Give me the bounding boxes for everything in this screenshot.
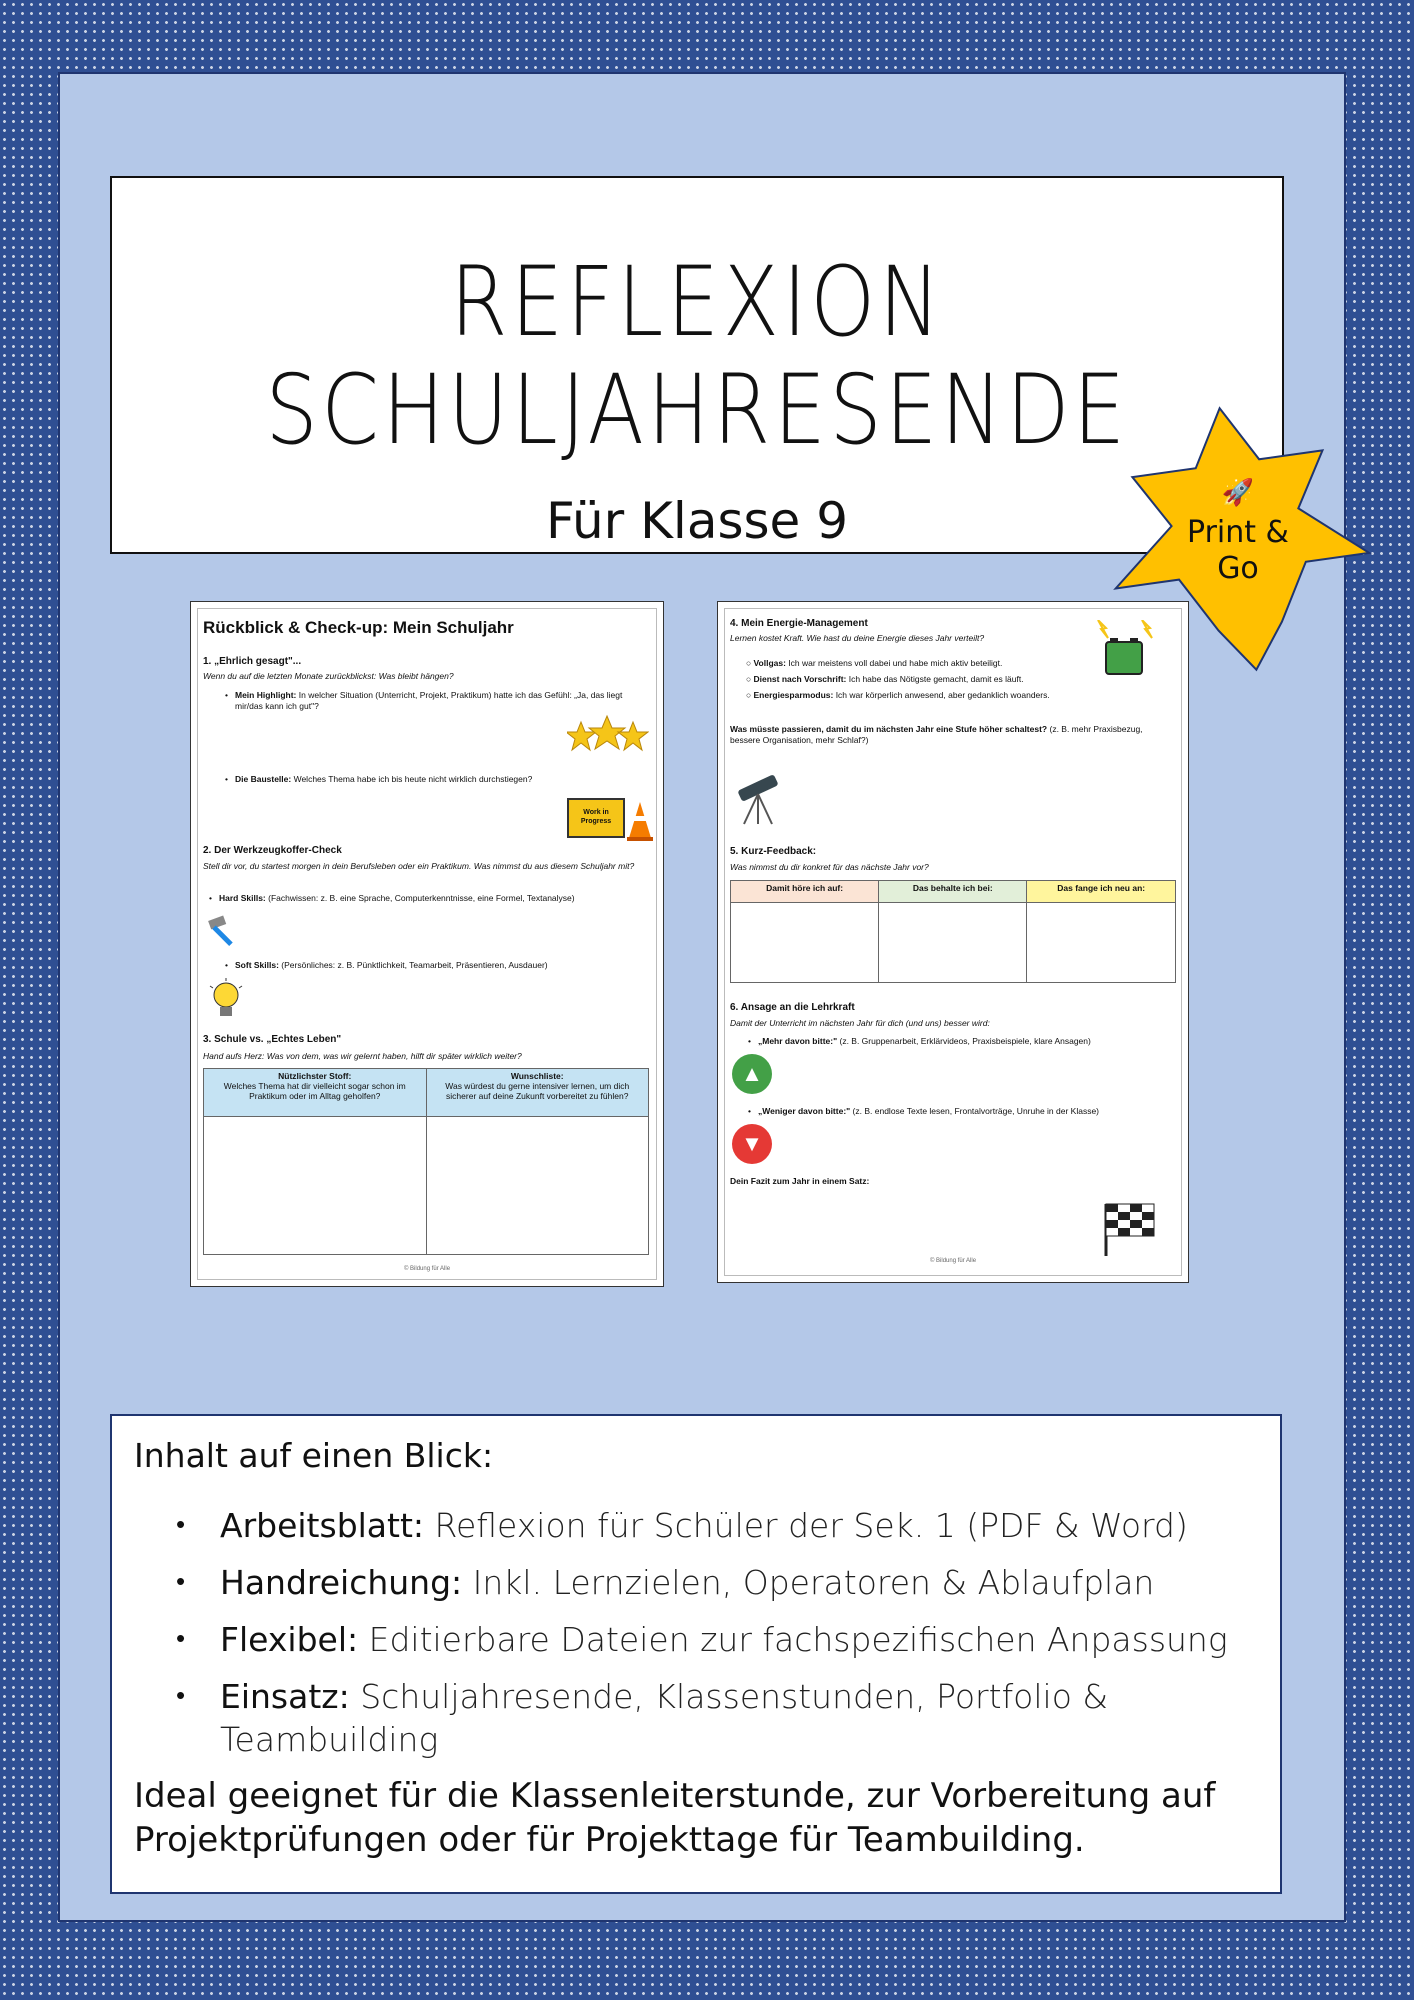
- page2-section5-intro: Was nimmst du dir konkret für das nächste Jahr vor?: [730, 862, 929, 872]
- worksheet-page-2: [717, 601, 1189, 1283]
- list-item: • Handreichung: Inkl. Lernzielen, Operatoren & Ablaufplan: [220, 1561, 1250, 1604]
- hammer-icon: [205, 914, 245, 950]
- info-title: Inhalt auf einen Blick:: [134, 1436, 494, 1475]
- list-item: • Einsatz: Schuljahresende, Klassenstunden, Portfolio & Teambuilding: [220, 1675, 1250, 1761]
- lightbulb-icon: [207, 978, 245, 1022]
- badge-text: [1104, 475, 1372, 587]
- page1-bullet-baustelle: • Die Baustelle: Welches Thema habe ich bis heute nicht wirklich durchstiegen?: [235, 774, 635, 785]
- less-please: • „Weniger davon bitte:" (z. B. endlose Texte lesen, Frontalvorträge, Unruhe in der Klasse): [758, 1106, 1168, 1117]
- option-vollgas: ○ Vollgas: Ich war meistens voll dabei und habe mich aktiv beteiligt.: [746, 658, 1003, 668]
- title-line-1: REFLEXION: [450, 246, 944, 358]
- list-item: • Flexibel: Editierbare Dateien zur fachspezifischen Anpassung: [220, 1618, 1250, 1661]
- option-energiesparmodus: ○ Energiesparmodus: Ich war körperlich anwesend, aber gedanklich woanders.: [746, 690, 1050, 700]
- subtitle: Für Klasse 9: [545, 492, 849, 550]
- page2-section4-intro: Lernen kostet Kraft. Wie hast du deine Energie dieses Jahr verteilt?: [730, 633, 985, 643]
- badge-line-1: Print &: [1187, 515, 1289, 550]
- rocket-icon: 🚀: [1221, 478, 1255, 508]
- telescope-icon: [732, 770, 784, 826]
- page1-section2-intro: Stell dir vor, du startest morgen in dein Berufsleben oder ein Praktikum. Was nimmst du aus diesem Schuljahr mit?: [203, 861, 635, 871]
- page2-question: Was müsste passieren, damit du im nächsten Jahr eine Stufe höher schaltest? (z. B. mehr Praxisbezug, bessere Organisation, mehr Schlaf?): [730, 724, 1143, 745]
- page1-section3: 3. Schule vs. „Echtes Leben": [203, 1034, 342, 1045]
- title-line-2: SCHULJAHRESENDE: [265, 354, 1129, 466]
- page1-table: Nützlichster Stoff: Welches Thema hat dir vielleicht sogar schon im Praktikum oder im Alltag geholfen? Wunschliste: Was würdest du gerne intensiver lernen, um dich sicherer auf deine Zukunft vorbereitet zu fühlen?: [203, 1068, 649, 1255]
- page1-section1-intro: Wenn du auf die letzten Monate zurückblickst: Was bleibt hängen?: [203, 671, 454, 681]
- page1-bullet-hardskills: • Hard Skills: (Fachwissen: z. B. eine Sprache, Computerkenntnisse, eine Formel, Textanalyse): [219, 893, 639, 904]
- page1-bullet-highlight: • Mein Highlight: In welcher Situation (Unterricht, Projekt, Praktikum) hatte ich das Gefühl: „Ja, das liegt mir/das kann ich gut"?: [235, 690, 635, 712]
- page2-section4: 4. Mein Energie-Management: [730, 618, 868, 629]
- finish-flag-icon: [1100, 1196, 1162, 1258]
- page2-fazit: Dein Fazit zum Jahr in einem Satz:: [730, 1176, 870, 1186]
- page1-heading: Rückblick & Check-up: Mein Schuljahr: [203, 618, 514, 637]
- page2-section5: 5. Kurz-Feedback:: [730, 846, 817, 857]
- info-list: [220, 1504, 1250, 1775]
- thumbs-up-icon: ▲: [732, 1054, 772, 1094]
- more-please: • „Mehr davon bitte:" (z. B. Gruppenarbeit, Erklärvideos, Praxisbeispiele, klare Ansagen): [758, 1036, 1168, 1047]
- badge-line-2: Go: [1217, 551, 1259, 586]
- page2-footer: © Bildung für Alle: [929, 1258, 977, 1264]
- list-item: • Arbeitsblatt: Reflexion für Schüler der Sek. 1 (PDF & Word): [220, 1504, 1250, 1547]
- thumbs-down-icon: ▼: [732, 1124, 772, 1164]
- page1-section2: 2. Der Werkzeugkoffer-Check: [203, 845, 342, 856]
- worksheet-page-1: [190, 601, 664, 1287]
- info-footer: Ideal geeignet für die Klassenleiterstunde, zur Vorbereitung auf Projektprüfungen oder für Projekttage für Teambuilding.: [134, 1776, 1216, 1860]
- page2-section6: 6. Ansage an die Lehrkraft: [730, 1002, 855, 1013]
- option-dienst: ○ Dienst nach Vorschrift: Ich habe das Nötigste gemacht, damit es läuft.: [746, 674, 1024, 684]
- work-in-progress-sign: Work in Progress: [567, 798, 625, 838]
- page1-section1: 1. „Ehrlich gesagt"...: [203, 656, 302, 667]
- page1-section3-intro: Hand aufs Herz: Was von dem, was wir gelernt haben, hilft dir später wirklich weiter?: [203, 1051, 522, 1061]
- page1-bullet-softskills: • Soft Skills: (Persönliches: z. B. Pünktlichkeit, Teamarbeit, Präsentieren, Ausdauer): [235, 960, 635, 971]
- traffic-cone-icon: [627, 800, 653, 842]
- stars-icon: [567, 714, 649, 764]
- feedback-table: Damit höre ich auf: Das behalte ich bei: Das fange ich neu an:: [730, 880, 1176, 983]
- page2-section6-intro: Damit der Unterricht im nächsten Jahr für dich (und uns) besser wird:: [730, 1018, 990, 1028]
- info-box: [110, 1414, 1282, 1894]
- page1-footer: © Bildung für Alle: [403, 1266, 451, 1272]
